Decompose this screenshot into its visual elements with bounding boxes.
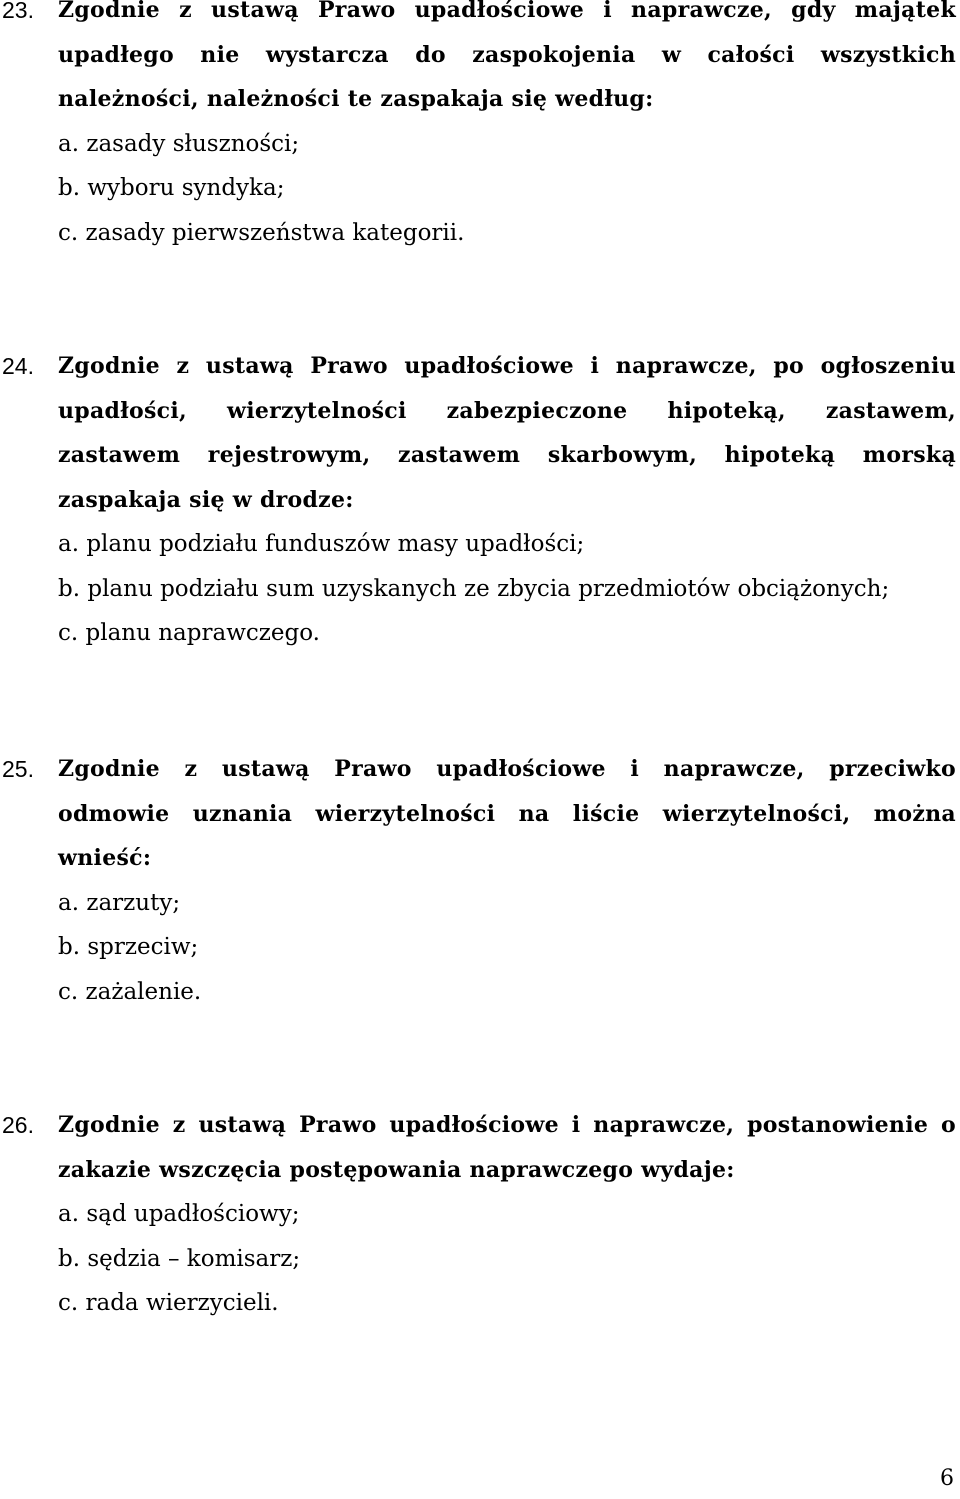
question-header xyxy=(0,747,956,881)
answer-list xyxy=(0,122,956,256)
question-header xyxy=(0,1103,956,1192)
answer-option-a: a. zasady słuszności; xyxy=(58,130,300,157)
question-number: 24. xyxy=(2,353,34,379)
answer-option-c: c. planu naprawczego. xyxy=(58,620,320,646)
answer-list xyxy=(0,881,956,1015)
answer-option-b: b. sędzia – komisarz; xyxy=(58,1245,301,1272)
question-24 xyxy=(0,344,956,656)
answer-option-a: a. zarzuty; xyxy=(58,889,181,916)
question-number: 25. xyxy=(2,756,34,782)
question-26 xyxy=(0,1103,956,1326)
answer-option-b: b. wyboru syndyka; xyxy=(58,175,285,201)
question-23 xyxy=(0,0,956,255)
answer-option-c: c. zażalenie. xyxy=(58,978,202,1005)
answer-option-b: b. sprzeciw; xyxy=(58,934,199,960)
question-number: 23. xyxy=(2,0,34,23)
answer-option-b: b. planu podziału sum uzyskanych ze zbycia przedmiotów obciążonych; xyxy=(58,575,890,602)
question-text: Zgodnie z ustawą Prawo upadłościowe i naprawcze, po ogłoszeniu upadłości, wierzytelności zabezpieczone hipoteką, zastawem, zastawem rejestrowym, zastawem skarbowym, hipoteką morską zaspakaja się w drodze: xyxy=(58,353,956,513)
question-header xyxy=(0,0,956,122)
question-text: Zgodnie z ustawą Prawo upadłościowe i naprawcze, postanowienie o zakazie wszczęcia postępowania naprawczego wydaje: xyxy=(58,1112,956,1183)
answer-option-a: a. sąd upadłościowy; xyxy=(58,1201,300,1227)
question-text: Zgodnie z ustawą Prawo upadłościowe i naprawcze, gdy majątek upadłego nie wystarcza do zaspokojenia w całości wszystkich należności, należności te zaspakaja się według: xyxy=(58,0,956,112)
answer-option-c: c. rada wierzycieli. xyxy=(58,1290,279,1316)
question-25 xyxy=(0,747,956,1014)
answer-list xyxy=(0,1192,956,1326)
question-text: Zgodnie z ustawą Prawo upadłościowe i naprawcze, przeciwko odmowie uznania wierzytelności na liście wierzytelności, można wnieść: xyxy=(58,756,956,871)
question-number: 26. xyxy=(2,1112,34,1138)
answer-option-a: a. planu podziału funduszów masy upadłości; xyxy=(58,531,585,557)
answer-list xyxy=(0,522,956,656)
question-header xyxy=(0,344,956,522)
page-number: 6 xyxy=(940,1466,954,1491)
answer-option-c: c. zasady pierwszeństwa kategorii. xyxy=(58,219,465,246)
